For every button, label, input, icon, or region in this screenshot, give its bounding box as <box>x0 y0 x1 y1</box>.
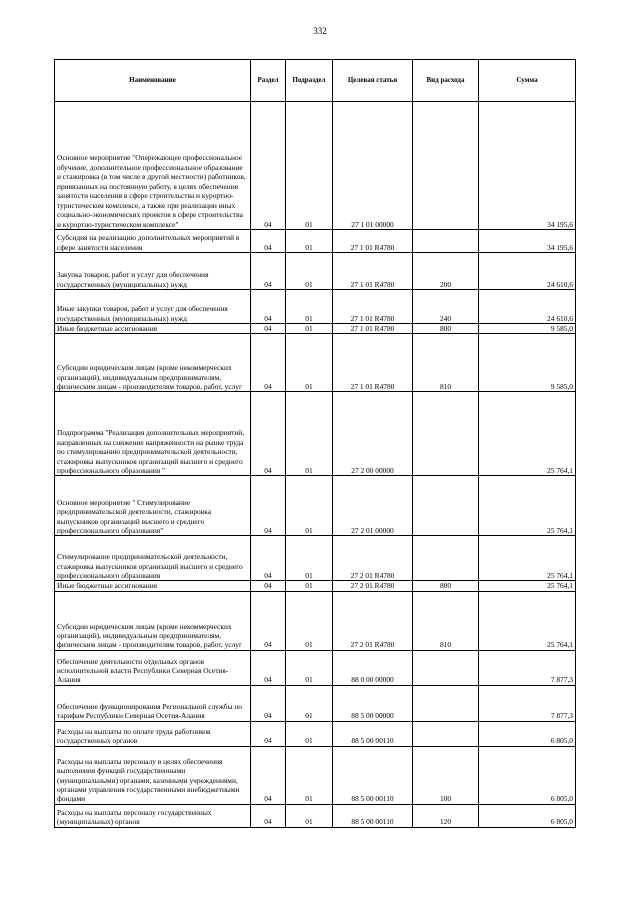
row-target-article: 27 1 01 R4780 <box>333 253 413 290</box>
table-row <box>55 650 576 685</box>
row-expense-type: 120 <box>413 804 479 827</box>
row-target-article: 27 2 00 00000 <box>333 392 413 476</box>
row-target-article: 27 1 01 R4780 <box>333 324 413 334</box>
row-podrazdel: 01 <box>286 804 333 827</box>
row-podrazdel: 01 <box>286 581 333 591</box>
row-podrazdel: 01 <box>286 324 333 334</box>
table-row <box>55 746 576 804</box>
row-name: Основное мероприятие "Опережающее профессиональное обучение, дополнительное профессиональное образование и стажировка (в том числе в другой местности) работников, привязанных на постоянную работу, в целях обеспечения занятости населения в сфере строительства и курортно-туристическом комплексе, а также при реализации иных социально-экономических проектов в сфере строительства и курортно-туристическом комплексе" <box>55 102 251 230</box>
row-expense-type: 800 <box>413 581 479 591</box>
row-razdel: 04 <box>251 324 286 334</box>
row-name: Субсидия на реализацию дополнительных мероприятий в сфере занятости населения <box>55 230 251 253</box>
row-amount: 9 585,0 <box>479 334 576 392</box>
table-row <box>55 685 576 721</box>
row-target-article: 27 1 01 R4780 <box>333 334 413 392</box>
row-expense-type: 800 <box>413 324 479 334</box>
row-name: Обеспечение деятельности отдельных органов исполнительной власти Республики Северная Осетия-Алания <box>55 650 251 685</box>
row-expense-type <box>413 230 479 253</box>
row-razdel: 04 <box>251 476 286 536</box>
row-razdel: 04 <box>251 721 286 746</box>
row-expense-type: 810 <box>413 591 479 650</box>
row-podrazdel: 01 <box>286 591 333 650</box>
row-target-article: 88 0 00 00000 <box>333 650 413 685</box>
row-expense-type: 810 <box>413 334 479 392</box>
table-row <box>55 334 576 392</box>
row-name: Подпрограмма "Реализация дополнительных мероприятий, направленных на снижение напряженности на рынке труда по стимулированию предпринимательской деятельности, стажировка выпускников организаций высшего и среднего профессионального образования " <box>55 392 251 476</box>
row-razdel: 04 <box>251 804 286 827</box>
budget-table <box>54 59 576 828</box>
row-razdel: 04 <box>251 650 286 685</box>
row-amount: 24 610,6 <box>479 253 576 290</box>
row-target-article: 27 2 01 R4780 <box>333 536 413 581</box>
row-expense-type <box>413 102 479 230</box>
row-name: Иные закупки товаров, работ и услуг для обеспечения государственных (муниципальных) нужд <box>55 290 251 324</box>
row-podrazdel: 01 <box>286 536 333 581</box>
row-target-article: 27 2 01 R4780 <box>333 591 413 650</box>
row-razdel: 04 <box>251 102 286 230</box>
table-row <box>55 324 576 334</box>
row-amount: 6 805,0 <box>479 721 576 746</box>
table-row <box>55 721 576 746</box>
row-expense-type <box>413 536 479 581</box>
row-amount: 7 877,3 <box>479 650 576 685</box>
row-podrazdel: 01 <box>286 253 333 290</box>
row-amount: 6 805,0 <box>479 746 576 804</box>
row-name: Стимулирование предпринимательской деятельности, стажировка выпускников организаций высшего и среднего профессионального образования <box>55 536 251 581</box>
row-amount: 25 764,1 <box>479 536 576 581</box>
row-amount: 24 610,6 <box>479 290 576 324</box>
row-podrazdel: 01 <box>286 290 333 324</box>
row-name: Субсидии юридическим лицам (кроме некоммерческих организаций), индивидуальным предпринимателям, физическим лицам - производителям товаров, работ, услуг <box>55 591 251 650</box>
table-header-row <box>55 60 576 102</box>
row-razdel: 04 <box>251 591 286 650</box>
table-row <box>55 804 576 827</box>
row-target-article: 88 5 00 00000 <box>333 685 413 721</box>
row-razdel: 04 <box>251 536 286 581</box>
row-razdel: 04 <box>251 685 286 721</box>
row-amount: 34 195,6 <box>479 102 576 230</box>
row-expense-type <box>413 650 479 685</box>
row-name: Расходы на выплаты по оплате труда работников государственных органов <box>55 721 251 746</box>
row-target-article: 27 1 01 R4780 <box>333 290 413 324</box>
row-name: Расходы на выплаты персоналу в целях обеспечения выполнения функций государственными (муниципальными) органами, казенными учреждениями, органами управления государственными внебюджетными фондами <box>55 746 251 804</box>
row-razdel: 04 <box>251 290 286 324</box>
table-row <box>55 392 576 476</box>
row-amount: 7 877,3 <box>479 685 576 721</box>
row-podrazdel: 01 <box>286 685 333 721</box>
row-target-article: 88 5 00 00110 <box>333 746 413 804</box>
row-podrazdel: 01 <box>286 746 333 804</box>
table-row <box>55 230 576 253</box>
row-expense-type <box>413 721 479 746</box>
row-amount: 25 764,1 <box>479 392 576 476</box>
header-expense-type: Вид расхода <box>413 60 479 102</box>
row-razdel: 04 <box>251 746 286 804</box>
row-name: Расходы на выплаты персоналу государственных (муниципальных) органов <box>55 804 251 827</box>
row-podrazdel: 01 <box>286 230 333 253</box>
row-expense-type: 240 <box>413 290 479 324</box>
row-name: Иные бюджетные ассигнования <box>55 581 251 591</box>
row-amount: 34 195,6 <box>479 230 576 253</box>
row-expense-type <box>413 392 479 476</box>
row-name: Субсидии юридическим лицам (кроме некоммерческих организаций), индивидуальным предпринимателям, физическим лицам - производителям товаров, работ, услуг <box>55 334 251 392</box>
row-podrazdel: 01 <box>286 334 333 392</box>
row-expense-type: 100 <box>413 746 479 804</box>
header-amount: Сумма <box>479 60 576 102</box>
row-amount: 25 764,1 <box>479 581 576 591</box>
row-razdel: 04 <box>251 392 286 476</box>
header-razdel: Раздел <box>251 60 286 102</box>
page-number: 332 <box>313 26 327 36</box>
row-amount: 25 764,1 <box>479 476 576 536</box>
row-amount: 9 585,0 <box>479 324 576 334</box>
row-expense-type <box>413 685 479 721</box>
row-name: Иные бюджетные ассигнования <box>55 324 251 334</box>
row-name: Закупка товаров, работ и услуг для обеспечения государственных (муниципальных) нужд <box>55 253 251 290</box>
table-row <box>55 591 576 650</box>
row-target-article: 88 5 00 00110 <box>333 804 413 827</box>
row-name: Основное мероприятие " Стимулирование предпринимательской деятельности, стажировка выпускников организаций высшего и среднего профессионального образования" <box>55 476 251 536</box>
table-row <box>55 253 576 290</box>
table-row <box>55 581 576 591</box>
row-target-article: 27 1 01 00000 <box>333 102 413 230</box>
row-amount: 25 764,1 <box>479 591 576 650</box>
row-podrazdel: 01 <box>286 650 333 685</box>
table-row <box>55 536 576 581</box>
row-razdel: 04 <box>251 581 286 591</box>
row-target-article: 27 2 01 R4780 <box>333 581 413 591</box>
row-razdel: 04 <box>251 253 286 290</box>
row-podrazdel: 01 <box>286 721 333 746</box>
row-name: Обеспечение функционирования Региональной службы по тарифам Республики Северная Осетия-Алания <box>55 685 251 721</box>
row-target-article: 27 2 01 00000 <box>333 476 413 536</box>
header-target-article: Целевая статья <box>333 60 413 102</box>
row-amount: 6 805,0 <box>479 804 576 827</box>
row-expense-type: 200 <box>413 253 479 290</box>
row-podrazdel: 01 <box>286 476 333 536</box>
header-name: Наименование <box>55 60 251 102</box>
row-podrazdel: 01 <box>286 102 333 230</box>
row-target-article: 27 1 01 R4780 <box>333 230 413 253</box>
row-target-article: 88 5 00 00110 <box>333 721 413 746</box>
row-podrazdel: 01 <box>286 392 333 476</box>
table-row <box>55 290 576 324</box>
table-row <box>55 476 576 536</box>
table-row <box>55 102 576 230</box>
header-podrazdel: Подраздел <box>286 60 333 102</box>
row-razdel: 04 <box>251 334 286 392</box>
row-expense-type <box>413 476 479 536</box>
row-razdel: 04 <box>251 230 286 253</box>
